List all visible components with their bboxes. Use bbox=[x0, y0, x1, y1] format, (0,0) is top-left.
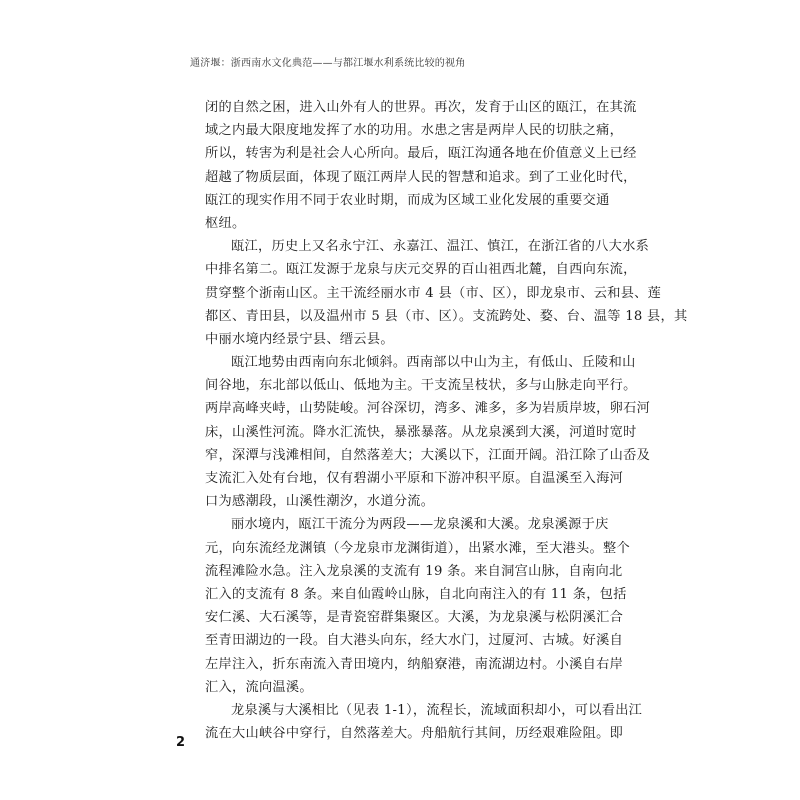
text-line: 流程滩险水急。注入龙泉溪的支流有 19 条。来自洞宫山脉，自南向北 bbox=[205, 563, 623, 579]
text-line: 床，山溪性河流。降水汇流快，暴涨暴落。从龙泉溪到大溪，河道时宽时 bbox=[205, 424, 637, 440]
text-line: 窄，深潭与浅滩相间，自然落差大；大溪以下，江面开阔。沿江除了山岙及 bbox=[205, 447, 651, 463]
text-line: 超越了物质层面，体现了瓯江两岸人民的智慧和追求。到了工业化时代， bbox=[205, 169, 637, 185]
text-line: 两岸高峰夹峙，山势陡峻。河谷深切，湾多、滩多，多为岩质岸坡，卵石河 bbox=[205, 401, 651, 417]
text-line: 所以，转害为利是社会人心所向。最后，瓯江沟通各地在价值意义上已经 bbox=[205, 146, 637, 162]
text-line: 至青田湖边的一段。自大港头向东，经大水门，过厦河、古城。好溪自 bbox=[205, 633, 624, 649]
running-header: 通济堰：浙西南水文化典范——与都江堰水利系统比较的视角 bbox=[190, 58, 466, 69]
text-line: 瓯江，历史上又名永宁江、永嘉江、温江、慎江，在浙江省的八大水系 bbox=[231, 239, 650, 255]
text-line: 瓯江地势由西南向东北倾斜。西南部以中山为主，有低山、丘陵和山 bbox=[231, 355, 636, 371]
paragraph bbox=[205, 351, 651, 513]
text-line: 汇入，流向温溪。 bbox=[205, 679, 313, 695]
paragraph bbox=[205, 96, 637, 235]
text-line: 安仁溪、大石溪等，是青瓷窑群集聚区。大溪，为龙泉溪与松阴溪汇合 bbox=[205, 610, 624, 626]
text-line: 口为感潮段，山溪性潮汐，水道分流。 bbox=[205, 494, 435, 510]
text-line: 丽水境内，瓯江干流分为两段——龙泉溪和大溪。龙泉溪源于庆 bbox=[231, 517, 609, 533]
text-line: 汇入的支流有 8 条。来自仙霞岭山脉，自北向南注入的有 11 条，包括 bbox=[205, 586, 627, 602]
page-number: 2 bbox=[176, 735, 186, 750]
text-line: 都区、青田县，以及温州市 5 县（市、区）。支流跨处、婺、台、温等 18 县，其 bbox=[205, 308, 688, 324]
paragraph bbox=[205, 235, 688, 351]
text-line: 枢纽。 bbox=[205, 215, 246, 231]
text-line: 瓯江的现实作用不同于农业时期，而成为区域工业化发展的重要交通 bbox=[205, 192, 610, 208]
text-line: 中丽水境内经景宁县、缙云县。 bbox=[205, 331, 394, 347]
text-line: 左岸注入，折东南流入青田境内，纳船寮港，南流湖边村。小溪自右岸 bbox=[205, 656, 624, 672]
body-text bbox=[205, 96, 688, 745]
paragraph bbox=[205, 513, 630, 699]
paragraph bbox=[205, 699, 643, 745]
text-line: 龙泉溪与大溪相比（见表 1-1），流程长，流域面积却小，可以看出江 bbox=[231, 702, 643, 718]
text-line: 流在大山峡谷中穿行，自然落差大。舟船航行其间，历经艰难险阻。即 bbox=[205, 726, 624, 742]
text-line: 元，向东流经龙渊镇（今龙泉市龙渊街道），出紧水滩，至大港头。整个 bbox=[205, 540, 630, 556]
text-line: 间谷地，东北部以低山、低地为主。干支流呈枝状，多与山脉走向平行。 bbox=[205, 378, 637, 394]
text-line: 贯穿整个浙南山区。主干流经丽水市 4 县（市、区），即龙泉市、云和县、莲 bbox=[205, 285, 662, 301]
text-line: 域之内最大限度地发挥了水的功用。水患之害是两岸人民的切肤之痛， bbox=[205, 123, 624, 139]
text-line: 支流汇入处有台地，仅有碧湖小平原和下游冲积平原。自温溪至入海河 bbox=[205, 471, 624, 486]
text-line: 中排名第二。瓯江发源于龙泉与庆元交界的百山祖西北麓，自西向东流， bbox=[205, 262, 637, 278]
text-line: 闭的自然之困，进入山外有人的世界。再次，发育于山区的瓯江，在其流 bbox=[205, 100, 637, 115]
